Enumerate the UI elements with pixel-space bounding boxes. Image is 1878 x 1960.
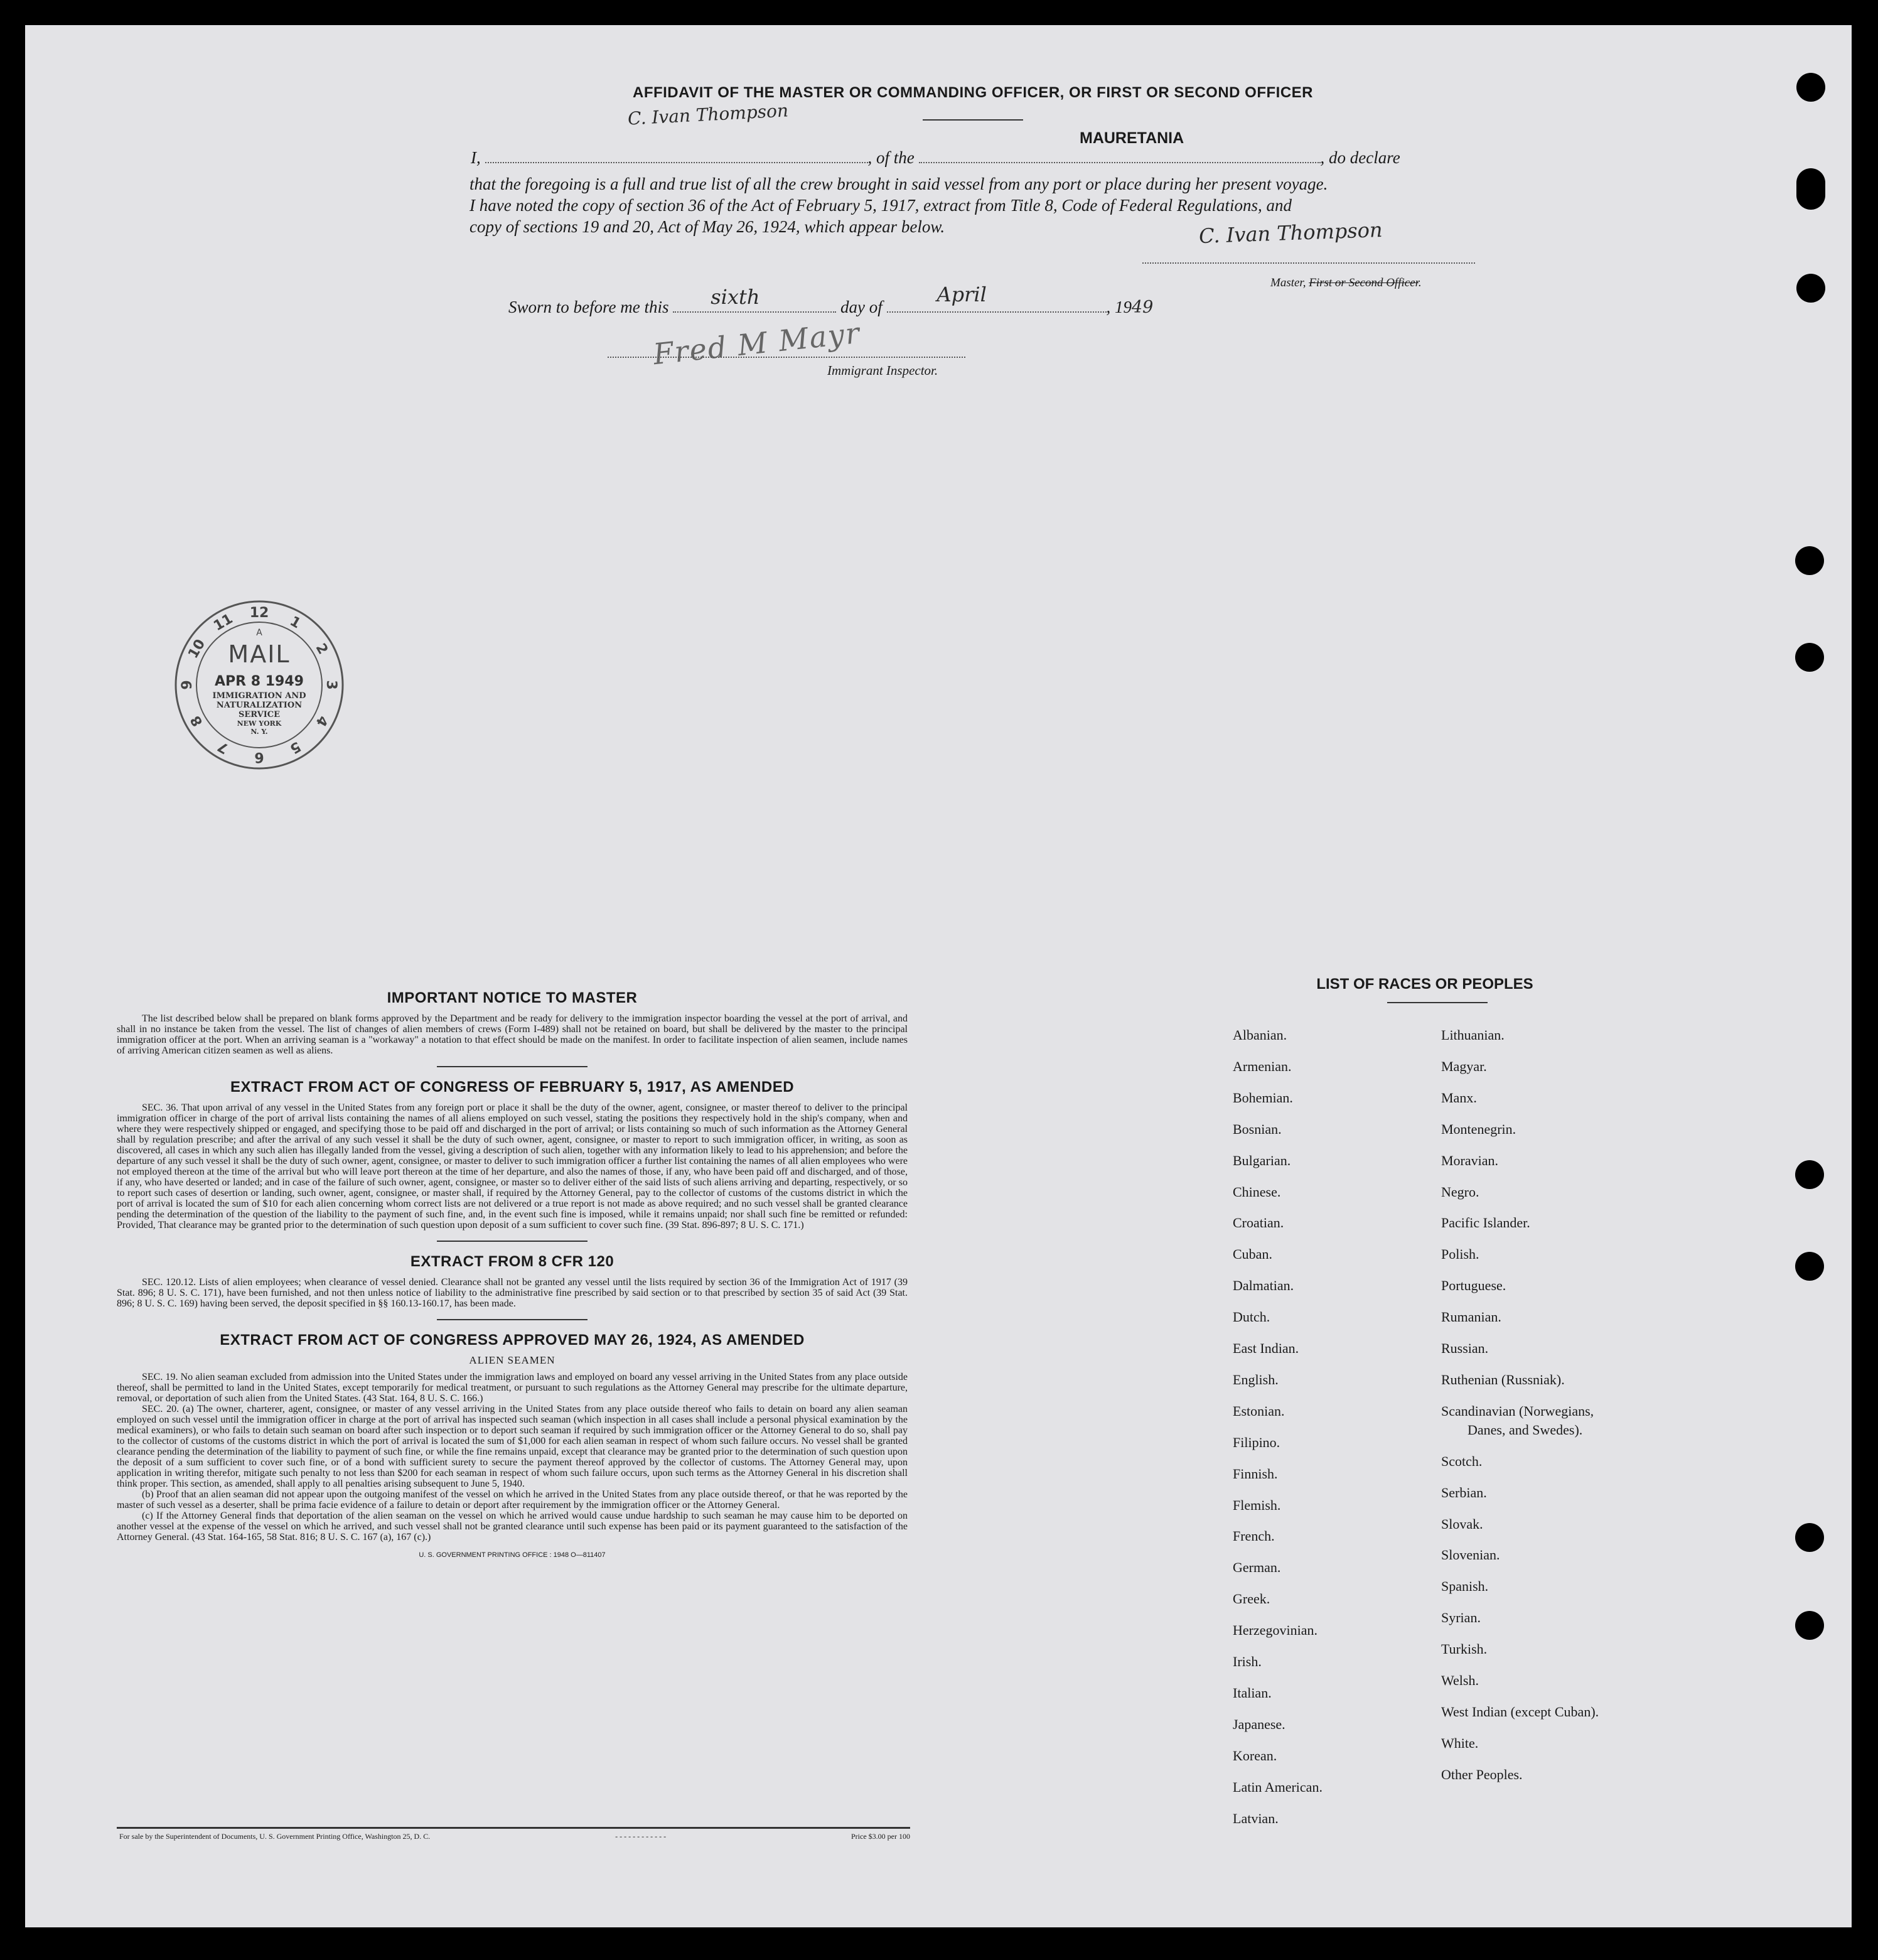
race-item: Finnish.	[1233, 1465, 1278, 1482]
master-label	[1270, 276, 1422, 290]
affidavit-line-1	[471, 148, 1481, 170]
race-item: Flemish.	[1233, 1497, 1281, 1513]
sec-20c-text: (c) If the Attorney General finds that deportation of the alien seaman on the vessel on which he arrived would cause undue hardship to such seaman he may cause him to be deported on another vessel at the expense of the vessel on which he arrived, and such vessel shall not be granted clearance until such expense has been paid or its payment guaranteed to the satisfaction of the Attorney General. (43 Stat. 164-165, 58 Stat. 816; 8 U. S. C. 167 (a), 167 (c).)	[117, 1510, 908, 1543]
sworn-line	[508, 283, 1154, 317]
extract-1917-title: EXTRACT FROM ACT OF CONGRESS OF FEBRUARY 5, 1917, AS AMENDED	[230, 1079, 795, 1096]
stamp-clock-numeral: 5	[287, 738, 304, 757]
divider	[437, 1241, 588, 1242]
extract-1924-subtitle: ALIEN SEAMEN	[469, 1354, 555, 1366]
sworn-text: Sworn to before me this	[508, 298, 669, 316]
punch-hole	[1795, 1523, 1824, 1552]
race-item: Spanish.	[1441, 1578, 1489, 1595]
race-item: Magyar.	[1441, 1058, 1487, 1074]
race-item: Pacific Islander.	[1441, 1215, 1530, 1231]
month-handwritten: April	[936, 283, 987, 306]
race-item: Filipino.	[1233, 1434, 1280, 1450]
stamp-clock-numeral: 9	[180, 680, 195, 690]
race-item: Scandinavian (Norwegians,	[1441, 1403, 1594, 1419]
race-item: Dutch.	[1233, 1309, 1270, 1325]
sec-20b-text: (b) Proof that an alien seaman did not appear upon the outgoing manifest of the vessel on which he arrived in the United States from any place outside thereof, or that he was reported by the master of such vessel as a deserter, shall be prima facie evidence of a failure to detain or deport after requirement by the immigration officer or the Attorney General.	[117, 1489, 908, 1510]
declare-word: , do declare	[1320, 148, 1400, 167]
extract-1924-title: EXTRACT FROM ACT OF CONGRESS APPROVED MAY 26, 1924, AS AMENDED	[220, 1332, 805, 1349]
race-item: White.	[1441, 1735, 1479, 1751]
stamp-line-1: IMMIGRATION AND	[212, 691, 306, 701]
inspector-line	[608, 357, 965, 358]
punch-hole	[1796, 73, 1825, 102]
stamp-clock-numeral: 8	[188, 713, 207, 730]
race-item: Danes, and Swedes).	[1468, 1421, 1583, 1438]
gpo-imprint: U. S. GOVERNMENT PRINTING OFFICE : 1948 O—811407	[419, 1551, 606, 1559]
stamp-mail: MAIL	[228, 640, 291, 668]
punch-hole	[1795, 546, 1824, 575]
race-item: Latvian.	[1233, 1810, 1279, 1826]
race-item: Slovenian.	[1441, 1547, 1500, 1563]
notice-column	[117, 989, 908, 1559]
race-item: Bohemian.	[1233, 1089, 1293, 1106]
races-title-rule	[1387, 1002, 1488, 1003]
stamp-clock-numeral: 10	[185, 637, 209, 662]
stamp-clock-numeral: 7	[215, 738, 232, 757]
inspector-signature: Fred M Mayr	[652, 315, 862, 372]
inspector-label: Immigrant Inspector.	[827, 363, 938, 378]
label-suffix: .	[1418, 276, 1422, 289]
race-item: French.	[1233, 1528, 1275, 1544]
punch-hole	[1795, 1611, 1824, 1640]
race-item: Syrian.	[1441, 1610, 1481, 1626]
day-blank	[673, 285, 836, 313]
sec-19-text: SEC. 19. No alien seaman excluded from admission into the United States under the immigration laws and employed on board any vessel arriving in the United States from any place outside thereof, shall be permitted to land in the United States, except temporarily for medical treatment, or pursuant to such regulations as the Attorney General may prescribe for the ultimate departure, removal, or deportation of such alien from the United States. (43 Stat. 164, 8 U. S. C. 166.)	[117, 1372, 908, 1404]
race-item: English.	[1233, 1371, 1279, 1387]
race-item: Armenian.	[1233, 1058, 1292, 1074]
extract-1917-body: SEC. 36. That upon arrival of any vessel in the United States from any foreign port or place it shall be the duty of the owner, agent, consignee, or master thereof to deliver to the principal immigration officer in charge of the port of arrival lists containing the names of all aliens employed on such vessel, stating the positions they respectively hold in the ship's company, when and where they were respectively shipped or engaged, and specifying those to be paid off and discharged in the port of arrival; or lists containing so much of such information as the Attorney General shall by regulation prescribe; and after the arrival of any such vessel it shall be the duty of such owner, agent, consignee, or master to report to such immigration officer, in writing, as soon as discovered, all cases in which any such alien has illegally landed from the vessel, giving a description of such alien, together with any information likely to lead to his apprehension; and before the departure of any such vessel it shall be the duty of such owner, agent, consignee, or master to deliver to such immigration officer a further list containing the names of all alien employees who were not employed thereon at the time of the arrival but who will leave port thereon at the time of her departure, and also the names of those, if any, who have been paid off and discharged, and of those, if any, who have deserted or landed; and in case of the failure of such owner, agent, consignee, or master so to deliver either of the said lists of such aliens arriving and departing, respectively, or so to report such cases of desertion or landing, such owner, agent, consignee, or master shall, if required by the Attorney General, pay to the collector of customs of the customs district in which the port of arrival is located the sum of $10 for each alien concerning whom correct lists are not delivered or a true report is not made as above required; and no such vessel shall be granted clearance pending the determination of the question of the liability to the payment of such fine, and, in the event such fine is imposed, while it remains unpaid; nor shall such fine be remitted or refunded: Provided, That clearance may be granted prior to the determination of such question upon deposit of a sum sufficient to cover such fine. (39 Stat. 896-897; 8 U. S. C. 171.)	[117, 1102, 908, 1230]
vessel-blank	[919, 149, 1321, 163]
race-item: Rumanian.	[1441, 1309, 1501, 1325]
race-item: Greek.	[1233, 1591, 1270, 1607]
race-item: Slovak.	[1441, 1516, 1483, 1532]
footer-price: Price $3.00 per 100	[851, 1832, 910, 1841]
punch-hole	[1795, 1252, 1824, 1281]
affidavit-line-2: that the foregoing is a full and true list of all the crew brought in said vessel from any port or place during her present voyage.	[470, 175, 1328, 193]
race-item: Estonian.	[1233, 1403, 1285, 1419]
race-item: Bulgarian.	[1233, 1152, 1291, 1168]
day-handwritten: sixth	[711, 285, 760, 309]
stamp-letter: A	[256, 628, 262, 638]
signature-line	[1142, 262, 1475, 264]
race-item: Portuguese.	[1441, 1278, 1506, 1294]
affidavit-line-4: copy of sections 19 and 20, Act of May 26, 1924, which appear below.	[470, 217, 945, 236]
footer-dashes: - - - - - - - - - - - -	[615, 1832, 667, 1841]
stamp-line-5: N. Y.	[250, 728, 268, 736]
notice-title: IMPORTANT NOTICE TO MASTER	[387, 989, 638, 1006]
month-blank	[887, 283, 1107, 313]
stamp-line-4: NEW YORK	[237, 719, 282, 728]
race-item: Other Peoples.	[1441, 1766, 1523, 1782]
race-item: Herzegovinian.	[1233, 1622, 1317, 1639]
stamp-clock-numeral: 6	[254, 749, 264, 765]
year-prefix: , 19	[1106, 298, 1132, 316]
day-of-text: day of	[840, 298, 883, 316]
race-item: Montenegrin.	[1441, 1121, 1516, 1137]
stamp-graphic	[173, 599, 345, 771]
divider	[437, 1319, 588, 1320]
extract-cfr-title: EXTRACT FROM 8 CFR 120	[410, 1253, 614, 1270]
race-item: Korean.	[1233, 1747, 1277, 1763]
race-item: Irish.	[1233, 1654, 1262, 1669]
stamp-clock-numeral: 11	[211, 611, 236, 635]
of-word: , of the	[867, 148, 915, 167]
race-item: Chinese.	[1233, 1183, 1281, 1200]
race-item: Ruthenian (Russniak).	[1441, 1371, 1565, 1387]
race-item: Russian.	[1441, 1340, 1489, 1356]
stamp-clock-numeral: 3	[323, 680, 339, 690]
title-rule	[923, 119, 1023, 121]
race-item: Albanian.	[1233, 1027, 1287, 1043]
stamp-clock-numeral: 1	[287, 613, 304, 632]
stamp-clock-numeral: 12	[249, 605, 269, 621]
punch-hole	[1796, 168, 1825, 210]
i-word: I,	[471, 148, 481, 167]
race-item: Italian.	[1233, 1684, 1272, 1701]
race-item: West Indian (except Cuban).	[1441, 1703, 1599, 1720]
stamp-line-3: SERVICE	[238, 710, 281, 719]
vessel-name: MAURETANIA	[1080, 129, 1184, 147]
divider	[437, 1066, 588, 1067]
affidavit-line-3: I have noted the copy of section 36 of the Act of February 5, 1917, extract from Title 8, Code of Federal Regulations, and	[470, 196, 1292, 215]
master-name-handwritten: C. Ivan Thompson	[627, 100, 789, 129]
race-item: Manx.	[1441, 1089, 1477, 1106]
race-item: Bosnian.	[1233, 1121, 1282, 1137]
footer	[119, 1832, 910, 1841]
race-item: Serbian.	[1441, 1484, 1487, 1500]
race-item: Scotch.	[1441, 1453, 1483, 1469]
race-item: Croatian.	[1233, 1215, 1284, 1231]
footer-rule	[117, 1827, 910, 1829]
punch-hole	[1796, 274, 1825, 303]
master-word: Master,	[1270, 276, 1306, 289]
footer-sale: For sale by the Superintendent of Documents, U. S. Government Printing Office, Washington 25, D. C.	[119, 1832, 431, 1841]
stamp-line-2: NATURALIZATION	[216, 701, 303, 710]
race-item: Negro.	[1441, 1183, 1479, 1200]
races-title: LIST OF RACES OR PEOPLES	[1316, 976, 1533, 993]
race-item: Latin American.	[1233, 1779, 1323, 1795]
stamp-clock-numeral: 2	[312, 640, 331, 657]
race-item: Dalmatian.	[1233, 1278, 1294, 1294]
race-item: Cuban.	[1233, 1246, 1272, 1263]
struck-officer-label: First or Second Officer	[1309, 276, 1419, 289]
race-item: Moravian.	[1441, 1152, 1499, 1168]
race-item: East Indian.	[1233, 1340, 1299, 1356]
name-blank	[485, 149, 868, 163]
stamp-clock-numeral: 4	[312, 713, 331, 730]
punch-hole	[1795, 1160, 1824, 1189]
extract-cfr-body: SEC. 120.12. Lists of alien employees; when clearance of vessel denied. Clearance shall not be granted any vessel until the lists required by section 36 of the Immigration Act of 1917 (39 Stat. 896; 8 U. S. C. 171), have been furnished, and not then unless notice of liability to the administrative fine prescribed by said section or to that prescribed by section 35 of said Act (39 Stat. 896; 8 U. S. C. 169) having been served, the deposit specified in §§ 160.13-160.17, has been made.	[117, 1277, 908, 1309]
race-item: Welsh.	[1441, 1672, 1479, 1688]
punch-hole	[1795, 643, 1824, 672]
race-item: German.	[1233, 1559, 1281, 1576]
master-signature: C. Ivan Thompson	[1198, 217, 1383, 249]
race-item: Polish.	[1441, 1246, 1479, 1263]
sec-20a-text: SEC. 20. (a) The owner, charterer, agent, consignee, or master of any vessel arriving in the United States from any place outside thereof who fails to detain on board any alien seaman employed on such vessel until the immigration officer in charge at the port of arrival has inspected such seaman (which inspection in all cases shall include a personal physical examination by the medical examiners), or who fails to detain such seaman on board after such inspection or to deport such seaman if required by such immigration officer or the Attorney General to do so, shall pay to the collector of customs of the customs district in which the port of arrival is located the sum of $1,000 for each alien seaman in respect of whom such failure occurs. No vessel shall be granted clearance pending the determination of the liability to payment of such fine, or while the fine remains unpaid, except that clearance may be granted prior to the determination of such question upon the deposit of a sum sufficient to cover such fine, or of a bond with sufficient surety to secure the payment thereof approved by the collector of customs. The Attorney General may, upon application in writing therefor, mitigate such penalty to not less than $200 for each seaman in respect of whom such failure occurs, upon such terms as the Attorney General in his discretion shall think proper. This section, as amended, shall apply to all penalties arising subsequent to June 5, 1940.	[117, 1404, 908, 1489]
race-item: Japanese.	[1233, 1716, 1285, 1732]
mail-received-stamp	[173, 599, 345, 771]
year-handwritten: 49	[1132, 298, 1154, 317]
race-item: Lithuanian.	[1441, 1027, 1505, 1043]
stamp-date: APR 8 1949	[215, 674, 304, 689]
race-item: Turkish.	[1441, 1641, 1488, 1657]
affidavit-title: AFFIDAVIT OF THE MASTER OR COMMANDING OFFICER, OR FIRST OR SECOND OFFICER	[632, 84, 1314, 101]
notice-body: The list described below shall be prepared on blank forms approved by the Department and be ready for delivery to the immigration inspector boarding the vessel at the port of arrival, and shall in no instance be taken from the vessel. The list of changes of alien members of crews (Form I-489) shall not be retained on board, but shall be delivered by the master to the principal immigration officer at the port. When an arriving seaman is a "workaway" a notation to that effect should be made on the manifest. In order to facilitate inspection of alien seamen, include names of arriving American citizen seamen as well as aliens.	[117, 1013, 908, 1056]
